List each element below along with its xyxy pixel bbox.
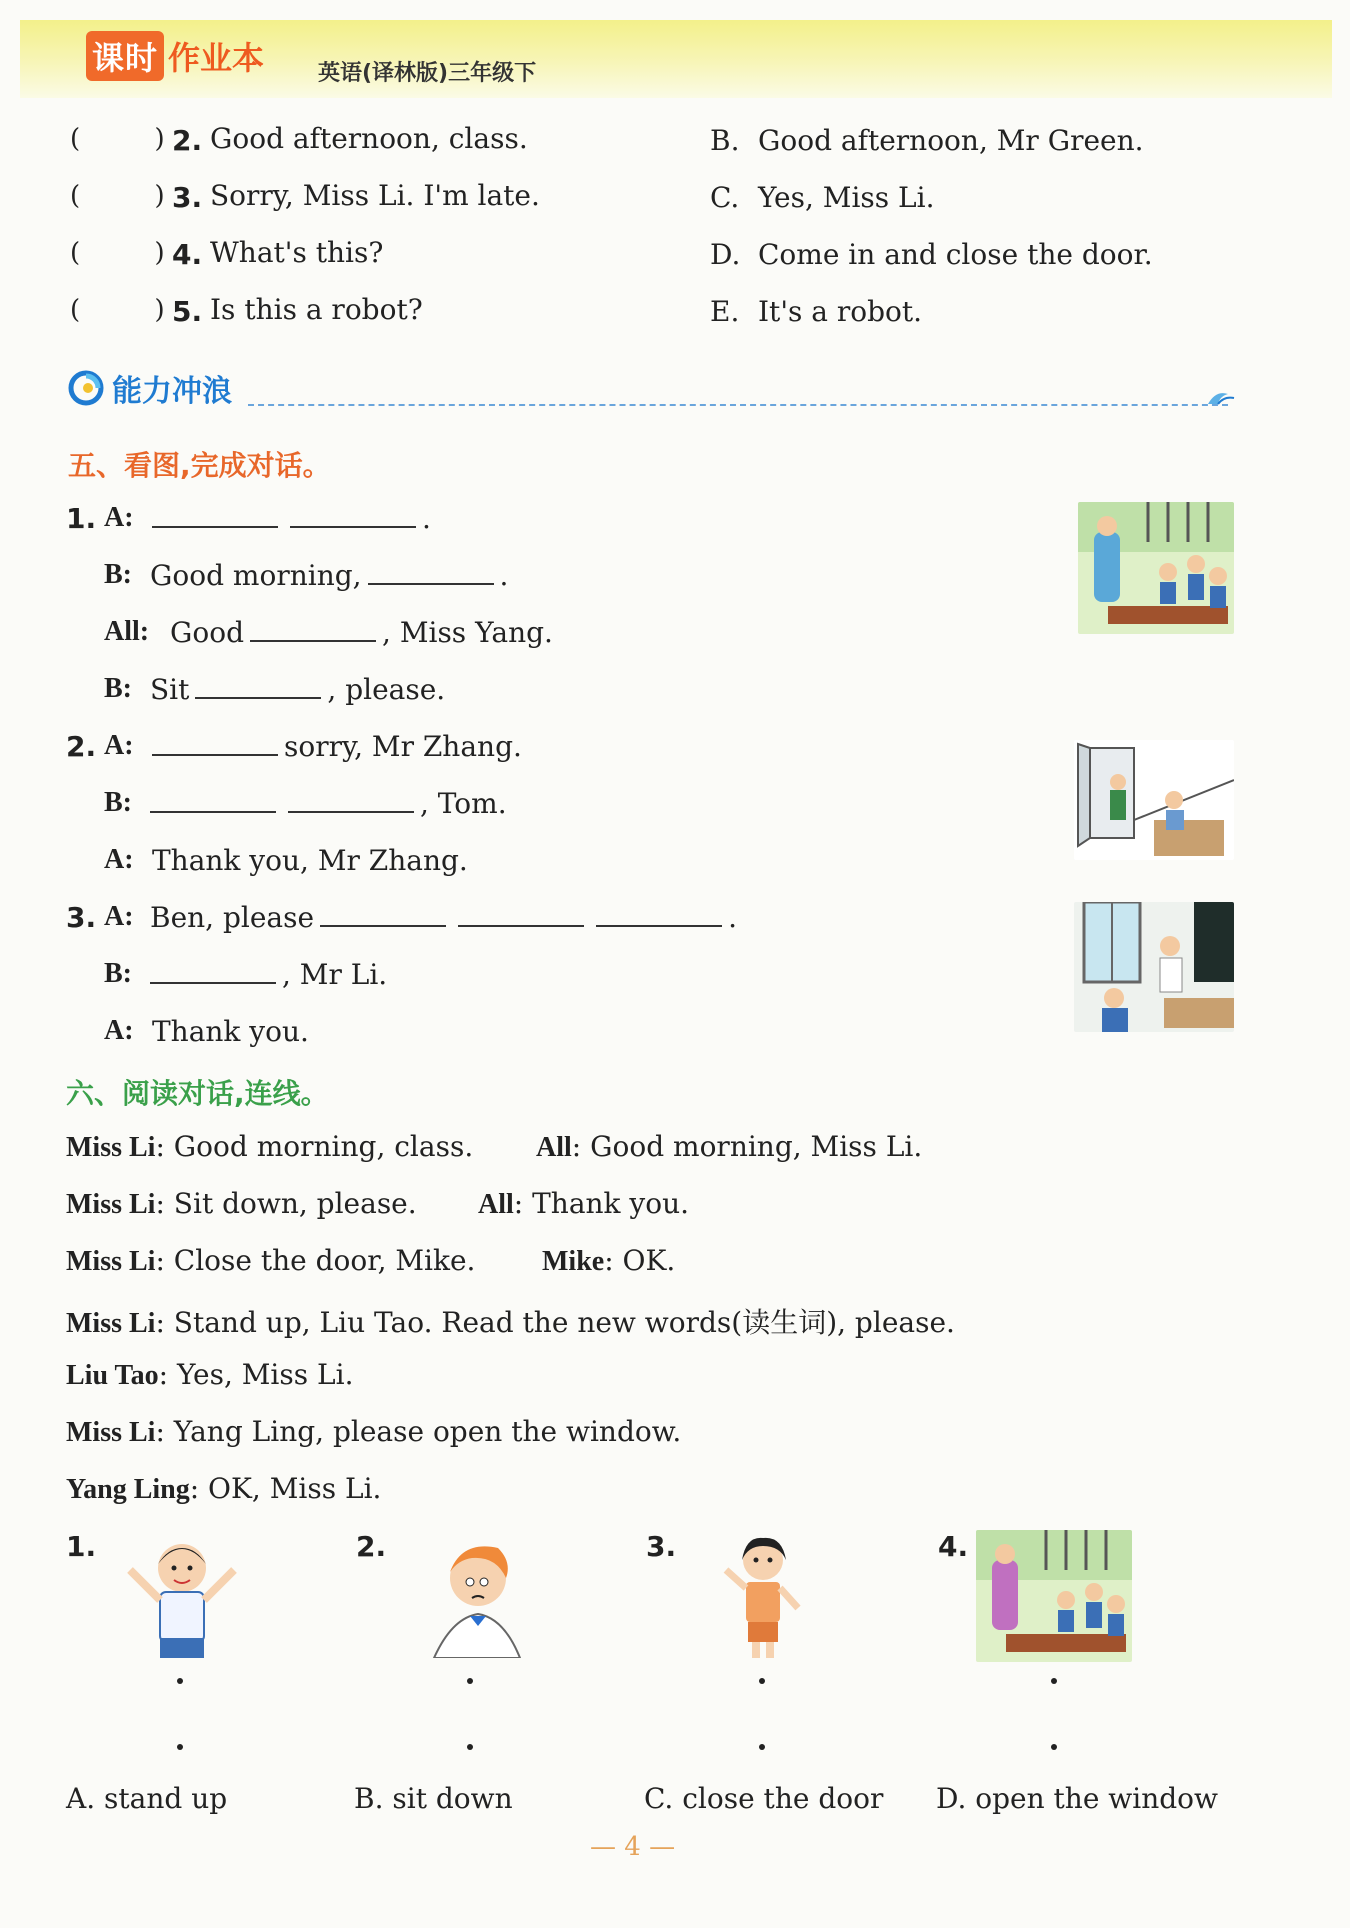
speaker: Yang Ling (66, 1474, 190, 1505)
dialogue-text: Thank you, Mr Zhang. (152, 844, 468, 877)
answer-paren[interactable]: ( ) (70, 181, 165, 211)
task5-title: 五、看图,完成对话。 (68, 449, 331, 482)
dialogue-text: : Yang Ling, please open the window. (155, 1415, 682, 1448)
question-number: 4. (172, 238, 203, 271)
dialogue-line (146, 730, 522, 763)
speaker: All: (104, 616, 150, 647)
match-dot-top[interactable] (759, 1678, 765, 1684)
speaker: Miss Li (66, 1308, 156, 1339)
section-divider (248, 404, 1228, 406)
dialogue-text: : OK, Miss Li. (189, 1472, 382, 1505)
dialogue-text: , Tom. (420, 787, 507, 820)
picture-number: 3. (646, 1530, 677, 1563)
question-text: What's this? (210, 236, 384, 269)
blank-field[interactable] (290, 502, 416, 528)
dialogue-text: Good (170, 616, 245, 649)
speaker: All (536, 1132, 572, 1163)
speaker: B: (104, 787, 132, 818)
question-number: 3. (172, 181, 203, 214)
match-dot-top[interactable] (177, 1678, 183, 1684)
dialogue-line (66, 1244, 475, 1278)
dialogue-text: : Close the door, Mike. (155, 1244, 476, 1277)
answer-letter: E. (710, 295, 740, 328)
teacher-window-picture (1074, 902, 1234, 1032)
option-a: A. stand up (66, 1782, 228, 1815)
speaker: All (478, 1189, 514, 1220)
question-text: Is this a robot? (210, 293, 423, 326)
option-b: B. sit down (354, 1782, 513, 1815)
speaker: Mike (542, 1246, 605, 1277)
blank-field[interactable] (458, 901, 584, 927)
speaker: Miss Li (66, 1246, 156, 1277)
speaker: B: (104, 673, 132, 704)
section-title: 能力冲浪 (112, 374, 232, 409)
match-dot-bottom[interactable] (467, 1744, 473, 1750)
dialogue-line (66, 1415, 681, 1449)
answer-text: It's a robot. (758, 295, 923, 328)
dialogue-number: 1. (66, 502, 97, 535)
dialogue-text: : Good morning, class. (155, 1130, 474, 1163)
answer-letter: D. (710, 238, 741, 271)
speaker: Liu Tao (66, 1360, 159, 1391)
answer-paren[interactable]: ( ) (70, 124, 165, 154)
page-number: — 4 — (590, 1832, 676, 1862)
dialogue-text: Thank you. (152, 1015, 309, 1048)
late-student-door-picture (1074, 740, 1234, 860)
boy-thinking-picture (412, 1534, 536, 1658)
match-dot-bottom[interactable] (1051, 1744, 1057, 1750)
dialogue-line: Ben, please . (150, 901, 737, 934)
question-text: Good afternoon, class. (210, 122, 528, 155)
dialogue-line (536, 1130, 922, 1164)
dialogue-line (170, 616, 553, 649)
speaker: A: (104, 901, 134, 932)
dialogue-text: : OK. (604, 1244, 676, 1277)
dialogue-text: : Good morning, Miss Li. (571, 1130, 923, 1163)
classroom-greeting-picture (1078, 502, 1234, 634)
speaker: A: (104, 730, 134, 761)
answer-letter: B. (710, 124, 740, 157)
blank-field[interactable] (150, 958, 276, 984)
match-dot-top[interactable] (467, 1678, 473, 1684)
dialogue-text: sorry, Mr Zhang. (284, 730, 522, 763)
option-d: D. open the window (936, 1782, 1218, 1815)
blank-field[interactable] (152, 730, 278, 756)
blank-field[interactable] (250, 616, 376, 642)
picture-number: 1. (66, 1530, 97, 1563)
dialogue-line (144, 787, 507, 820)
match-dot-bottom[interactable] (759, 1744, 765, 1750)
speaker: Miss Li (66, 1417, 156, 1448)
dialogue-line (478, 1187, 689, 1221)
answer-paren[interactable]: ( ) (70, 295, 165, 325)
dialogue-text: Ben, please (150, 901, 315, 934)
task6-title: 六、阅读对话,连线。 (66, 1077, 329, 1110)
dialogue-line: Good morning, . (150, 559, 509, 592)
girl-waving-picture (716, 1530, 810, 1660)
section-header (68, 366, 232, 410)
blank-field[interactable] (596, 901, 722, 927)
swirl-icon (68, 370, 104, 406)
picture-number: 4. (938, 1530, 969, 1563)
answer-text: Good afternoon, Mr Green. (758, 124, 1144, 157)
speaker: Miss Li (66, 1189, 156, 1220)
dialogue-text: , Miss Yang. (382, 616, 553, 649)
speaker: A: (104, 1015, 134, 1046)
dialogue-text: : Yes, Miss Li. (158, 1358, 354, 1391)
blank-field[interactable] (152, 502, 278, 528)
answer-text: Yes, Miss Li. (758, 181, 935, 214)
classroom-greeting-picture-small (976, 1530, 1132, 1662)
dialogue-line (150, 673, 445, 706)
dialogue-line (66, 1358, 353, 1392)
match-dot-top[interactable] (1051, 1678, 1057, 1684)
picture-number: 2. (356, 1530, 387, 1563)
dialogue-text: , Mr Li. (282, 958, 388, 991)
question-text: Sorry, Miss Li. I'm late. (210, 179, 540, 212)
dialogue-number: 2. (66, 730, 97, 763)
dialogue-text: Sit (150, 673, 190, 706)
match-dot-bottom[interactable] (177, 1744, 183, 1750)
question-number: 5. (172, 295, 203, 328)
answer-text: Come in and close the door. (758, 238, 1153, 271)
speaker: B: (104, 958, 132, 989)
blank-field[interactable] (288, 787, 414, 813)
dialogue-text: : Thank you. (513, 1187, 690, 1220)
dialogue-text: : Stand up, Liu Tao. Read the new words(读生词), please. (155, 1306, 955, 1339)
answer-letter: C. (710, 181, 740, 214)
boy-waving-picture (116, 1530, 248, 1660)
speaker: B: (104, 559, 132, 590)
blank-field[interactable] (150, 787, 276, 813)
answer-paren[interactable]: ( ) (70, 238, 165, 268)
dialogue-line (144, 958, 387, 991)
dialogue-line (542, 1244, 675, 1278)
logo (86, 28, 264, 84)
logo-text: 作业本 (168, 39, 265, 77)
dialogue-line (66, 1130, 473, 1164)
speaker: A: (104, 502, 134, 533)
speaker: A: (104, 844, 134, 875)
dialogue-line (66, 1187, 417, 1221)
dialogue-text: Good morning, (150, 559, 362, 592)
dialogue-text: , please. (327, 673, 446, 706)
dialogue-text: : Sit down, please. (155, 1187, 417, 1220)
blank-field[interactable] (195, 673, 321, 699)
header-subtitle: 英语(译林版)三年级下 (318, 61, 537, 86)
question-number: 2. (172, 124, 203, 157)
dialogue-number: 3. (66, 901, 97, 934)
option-c: C. close the door (644, 1782, 884, 1815)
blank-field[interactable] (320, 901, 446, 927)
logo-box: 课时 (86, 31, 164, 81)
blank-field[interactable] (368, 559, 494, 585)
dialogue-line: . (146, 502, 431, 535)
wave-icon (1206, 386, 1236, 408)
dialogue-line (66, 1301, 955, 1341)
speaker: Miss Li (66, 1132, 156, 1163)
dialogue-line (66, 1472, 381, 1506)
